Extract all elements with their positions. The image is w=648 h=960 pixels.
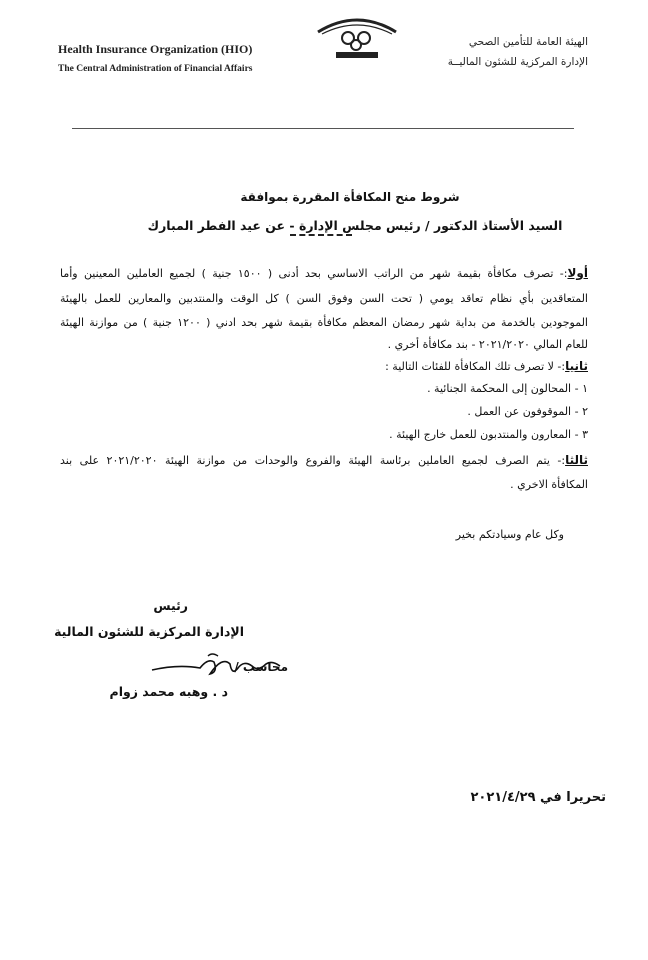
org-name-en: Health Insurance Organization (HIO): [58, 42, 253, 56]
document-title-line-2: السيد الأستاذ الدكتور / رئيس مجلس الإدارة - عن عيد الفطر المبارك: [147, 218, 563, 233]
clause-second-label: ثانيا: [565, 359, 588, 373]
signature-title-1: رئيس: [153, 598, 188, 613]
org-name-ar: الهيئة العامة للتأمين الصحي: [468, 36, 588, 48]
clause-third-line-1: [60, 453, 588, 467]
exclusion-item-3: ٣ - المعارون والمنتدبون للعمل خارج الهيئة .: [389, 428, 588, 441]
signature-title-2: الإدارة المركزية للشئون المالية: [54, 624, 244, 639]
hio-logo: [312, 12, 402, 64]
clause-first-line-1: [60, 266, 588, 280]
clause-second-intro: :- لا تصرف تلك المكافأة للفئات التالية :: [385, 360, 566, 373]
clause-second-line: [385, 359, 588, 373]
signature-role: محاسب /: [234, 660, 288, 674]
clause-first-text-1: :- تصرف مكافأة بقيمة شهر من الراتب الاساسي بحد أدنى ( ١٥٠٠ جنية ) لجميع العاملين المعينين وأما: [60, 267, 568, 280]
title-dash-separator: [290, 234, 352, 236]
signature-name: د . وهبه محمد زوام: [109, 684, 228, 699]
exclusion-item-2: ٢ - الموقوفون عن العمل .: [467, 405, 588, 418]
clause-first-label: أولا: [567, 266, 588, 280]
header-divider: [72, 128, 574, 129]
issue-date-value: ٢٠٢١/٤/٢٩: [470, 790, 536, 805]
admin-name-en: The Central Administration of Financial Affairs: [58, 64, 253, 74]
clause-third-label: ثالثا: [565, 453, 588, 467]
closing-greeting: وكل عام وسيادتكم بخير: [455, 528, 564, 541]
exclusion-item-1: ١ - المحالون إلى المحكمة الجنائية .: [427, 382, 588, 395]
admin-name-ar: الإدارة المركزية للشئون الماليــة: [447, 56, 588, 68]
issue-date: [470, 790, 606, 805]
clause-first-line-4: للعام المالي ٢٠٢١/٢٠٢٠ - بند مكافأة أخري .: [387, 338, 588, 351]
clause-first-line-2: المتعاقدين بأي نظام تعاقد يومي ( تحت السن وفوق السن ) كل الوقت والمنتدبين والمعارين للعمل بالهيئة: [60, 292, 588, 305]
clause-first-line-3: الموجودين بالخدمة من بداية شهر رمضان المعظم مكافأة بقيمة شهر بحد ادني ( ١٢٠٠ جنية ) من موازنة الهيئة: [60, 316, 588, 329]
document-title-line-1: شروط منح المكافأة المقررة بموافقة: [240, 190, 460, 204]
clause-third-text-1: :- يتم الصرف لجميع العاملين برئاسة الهيئة والفروع والوحدات من موازنة الهيئة ٢٠٢١/٢٠٢٠ على بند: [60, 454, 566, 467]
issue-date-label: تحريرا في: [540, 790, 606, 805]
clause-third-line-2: المكافأة الاخري .: [510, 478, 588, 491]
